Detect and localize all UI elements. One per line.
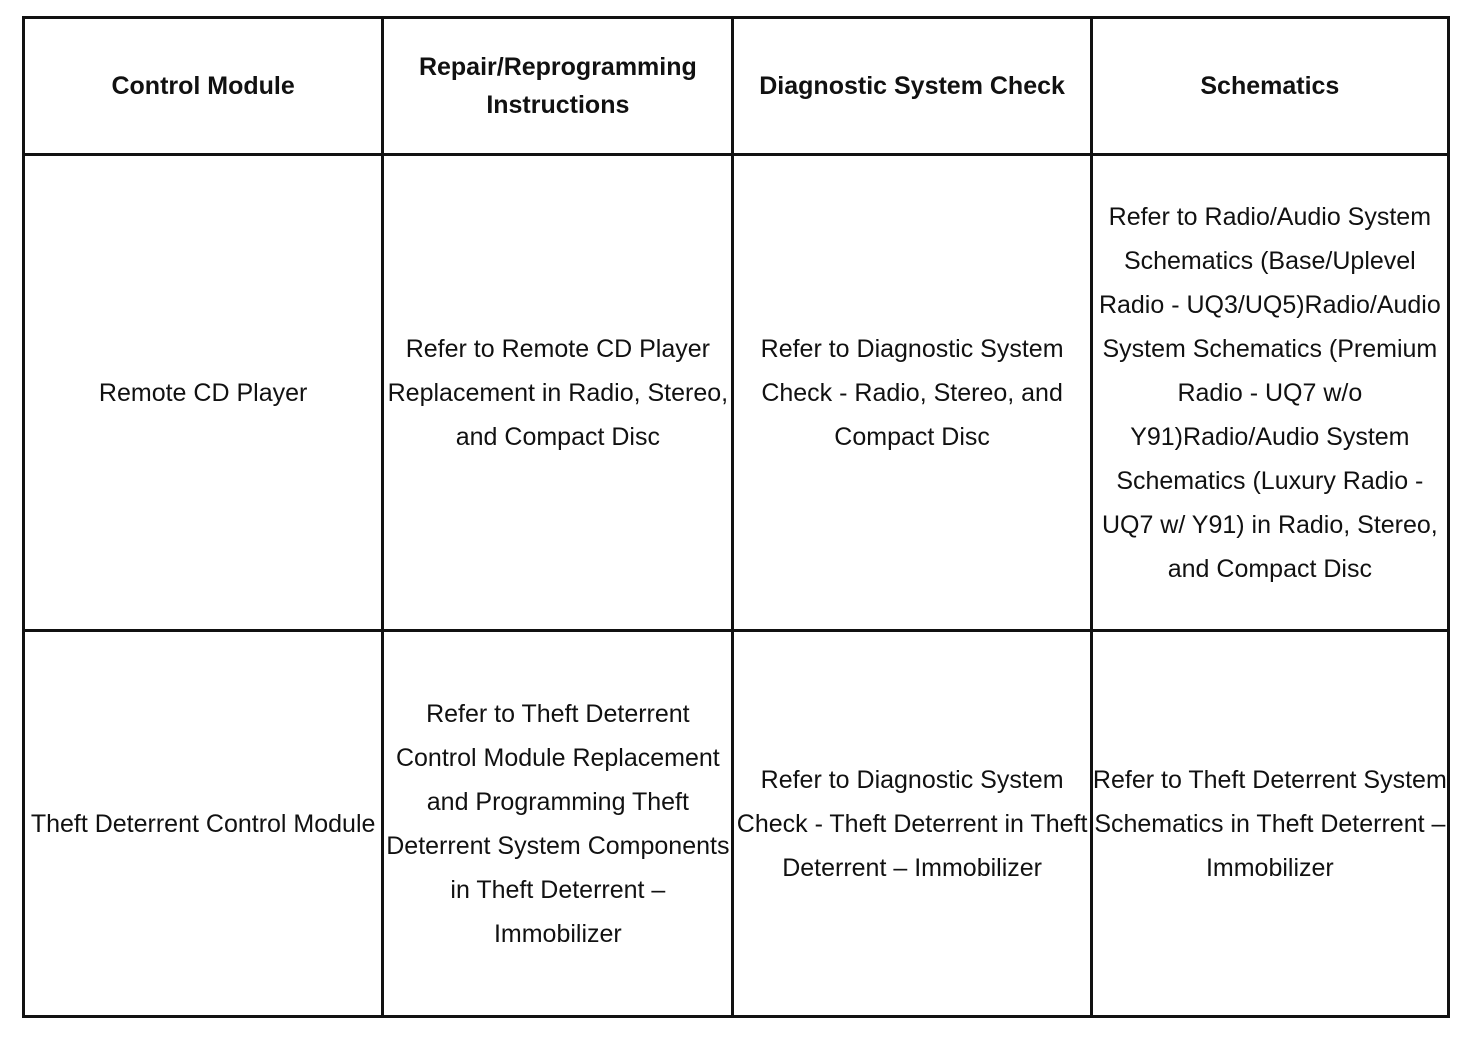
cell-schematics: Refer to Theft Deterrent System Schematics in Theft Deterrent – Immobilizer <box>1091 631 1448 1017</box>
cell-module-name: Theft Deterrent Control Module <box>24 631 383 1017</box>
header-schematics: Schematics <box>1091 18 1448 155</box>
control-module-table <box>22 16 1450 1018</box>
table-header-row <box>24 18 1449 155</box>
cell-diagnostic-system-check: Refer to Diagnostic System Check - Radio, Stereo, and Compact Disc <box>733 155 1091 631</box>
header-repair-instructions: Repair/Reprogramming Instructions <box>383 18 733 155</box>
cell-repair-instructions: Refer to Theft Deterrent Control Module Replacement and Programming Theft Deterrent System Components in Theft Deterrent – Immobilizer <box>383 631 733 1017</box>
cell-repair-instructions: Refer to Remote CD Player Replacement in Radio, Stereo, and Compact Disc <box>383 155 733 631</box>
header-diagnostic-system-check: Diagnostic System Check <box>733 18 1091 155</box>
table-row <box>24 631 1449 1017</box>
header-control-module: Control Module <box>24 18 383 155</box>
table-row <box>24 155 1449 631</box>
cell-schematics: Refer to Radio/Audio System Schematics (Base/Uplevel Radio - UQ3/UQ5)Radio/Audio System Schematics (Premium Radio - UQ7 w/o Y91)Radio/Audio System Schematics (Luxury Radio - UQ7 w/ Y91) in Radio, Stereo, and Compact Disc <box>1091 155 1448 631</box>
cell-module-name: Remote CD Player <box>24 155 383 631</box>
cell-diagnostic-system-check: Refer to Diagnostic System Check - Theft Deterrent in Theft Deterrent – Immobilizer <box>733 631 1091 1017</box>
